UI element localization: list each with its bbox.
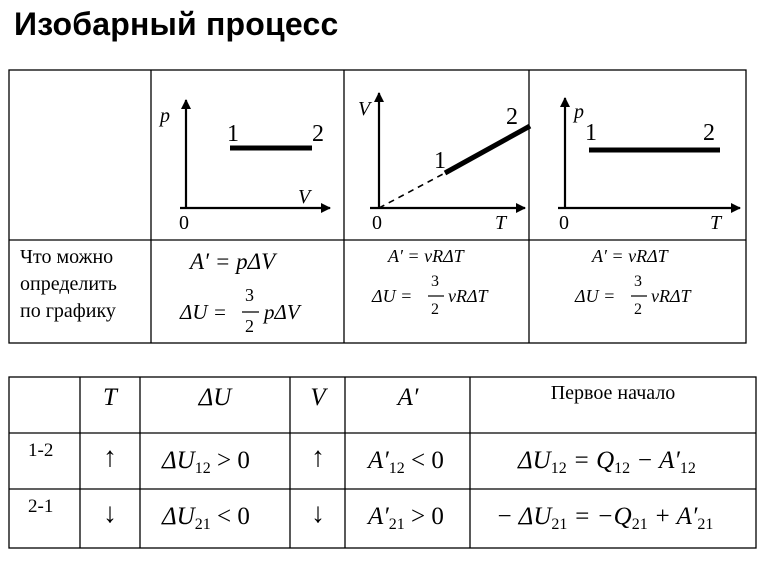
VT-process-line <box>445 126 530 173</box>
formula-pV-work: A′ = pΔV <box>190 249 276 274</box>
formula-pV-energy-right: pΔV <box>264 300 300 324</box>
formula-VT-den: 2 <box>431 301 439 318</box>
header-first-law: Первое начало <box>550 382 676 404</box>
page-title: Изобарный процесс <box>14 6 339 42</box>
formula-VT-work: A′ = νRΔT <box>388 246 464 266</box>
row-label-line2: определить <box>20 273 117 295</box>
pT-y-label: p <box>574 101 584 123</box>
formula-pV-num: 3 <box>245 285 254 305</box>
V-arrow: ↑ <box>311 442 325 473</box>
VT-y-label: V <box>358 98 371 120</box>
row-label-line3: по графику <box>20 300 116 322</box>
pT-point1: 1 <box>585 120 597 146</box>
header-V: V <box>310 384 326 411</box>
formula-VT-energy-left: ΔU = <box>372 286 413 306</box>
table2-row-1-2 <box>28 440 696 477</box>
formula-pV <box>179 249 302 336</box>
pV-origin: 0 <box>179 212 189 234</box>
formula-pV-energy-left: ΔU = <box>180 300 227 324</box>
VT-point1: 1 <box>434 148 446 174</box>
first-law-equation: − $\Delta U_{21} = -Q_{21} + A'_{21}$ <box>496 503 714 533</box>
A-value: $A'_{21} > 0$ <box>368 503 444 533</box>
pV-y-label: p <box>160 105 170 127</box>
first-law-equation: $\Delta U_{12} = Q_{12} - A'_{12}$ <box>518 447 696 477</box>
table2-row-2-1 <box>28 496 713 533</box>
graph-VT <box>358 93 530 234</box>
V-arrow: ↓ <box>311 498 325 529</box>
pT-origin: 0 <box>559 212 569 234</box>
graph-pV <box>158 100 330 234</box>
formula-pT-num: 3 <box>634 273 642 290</box>
formula-pT-energy-right: νRΔT <box>651 286 691 306</box>
T-arrow: ↓ <box>103 498 117 529</box>
formula-pT-den: 2 <box>634 301 642 318</box>
T-arrow: ↑ <box>103 442 117 473</box>
formula-VT-energy-right: νRΔT <box>448 286 488 306</box>
dU-value: $\Delta U_{12} > 0$ <box>162 447 250 477</box>
VT-point2: 2 <box>506 104 518 130</box>
pT-x-label: T <box>710 212 722 234</box>
header-dU: ΔU <box>198 384 232 411</box>
row-label: 2-1 <box>28 496 54 517</box>
row-label-line1: Что можно <box>20 246 114 268</box>
table2-headers <box>103 382 675 411</box>
row-label <box>20 246 117 322</box>
VT-extrapolation-dashed <box>379 173 445 208</box>
dU-value: $\Delta U_{21} < 0$ <box>162 503 250 533</box>
formula-VT-num: 3 <box>431 273 439 290</box>
header-T: T <box>103 384 117 411</box>
VT-origin: 0 <box>372 212 382 234</box>
pV-point1: 1 <box>227 121 239 147</box>
formula-pT-work: A′ = νRΔT <box>592 246 668 266</box>
graph-pT <box>558 98 740 234</box>
VT-x-label: T <box>495 212 507 234</box>
pV-point2: 2 <box>312 121 324 147</box>
formula-VT <box>371 246 490 318</box>
A-value: $A'_{12} < 0$ <box>368 447 444 477</box>
row-label: 1-2 <box>28 440 54 461</box>
pV-x-label: V <box>298 186 311 208</box>
header-A: A′ <box>397 384 419 411</box>
formula-pV-den: 2 <box>245 316 254 336</box>
formula-pT <box>574 246 693 318</box>
formula-pT-energy-left: ΔU = <box>575 286 616 306</box>
pT-point2: 2 <box>703 120 715 146</box>
